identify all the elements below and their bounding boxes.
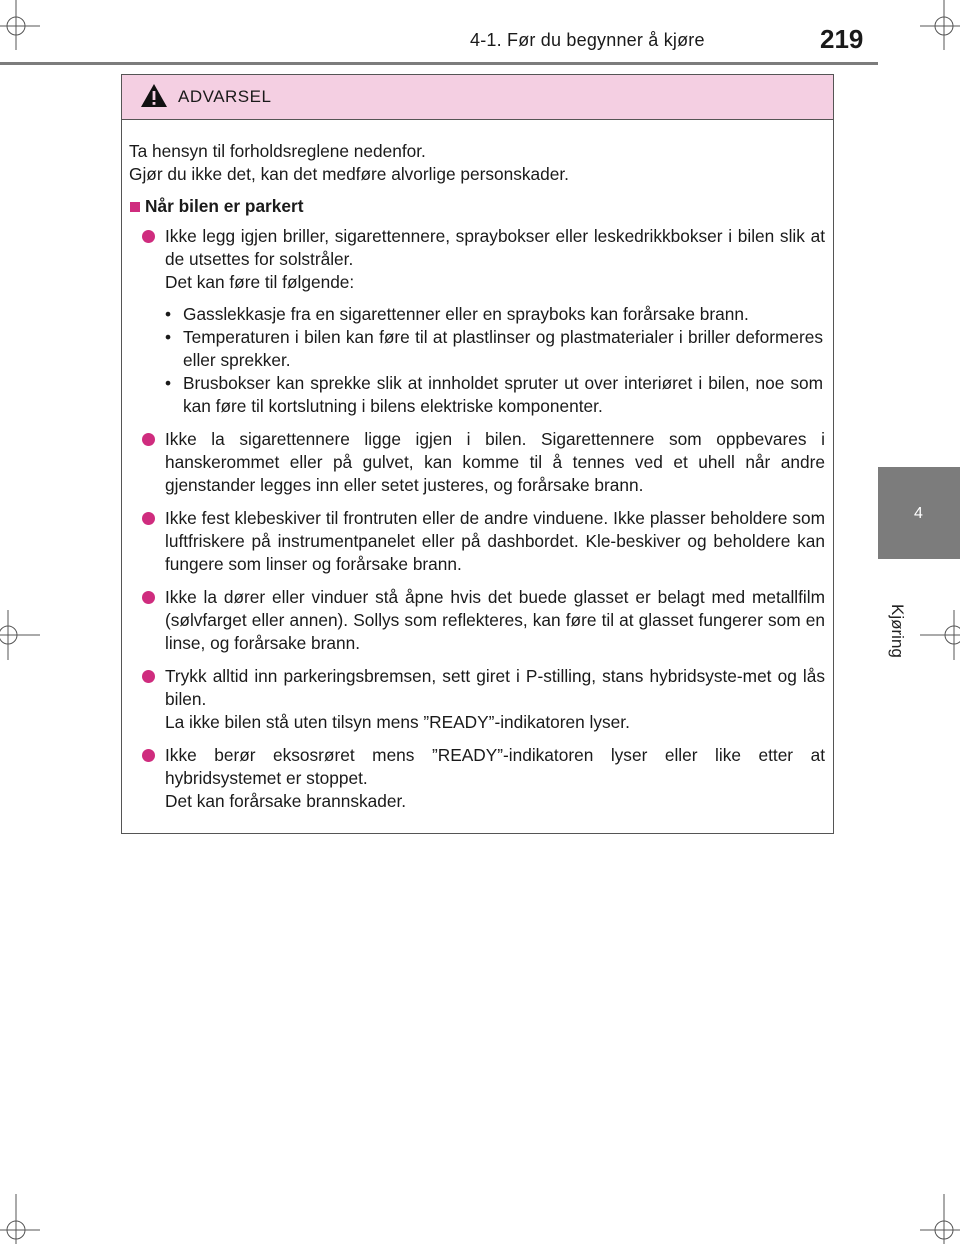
- list-item: [129, 507, 825, 576]
- round-bullet-icon: [142, 591, 155, 604]
- item-note: Det kan forårsake brannskader.: [165, 791, 407, 811]
- list-item: [129, 225, 825, 418]
- running-header: 4-1. Før du begynner å kjøre: [470, 30, 705, 50]
- item-text: Ikke legg igjen briller, sigarettennere, spraybokser eller leskedrikkbokser i bilen slik at de utsettes for solstråler.: [165, 226, 825, 269]
- sub-list-item: • Temperaturen i bilen kan føre til at plastlinser og plastmaterialer i briller deformeres eller sprekker.: [165, 326, 823, 372]
- list-item: [129, 665, 825, 734]
- chapter-tab[interactable]: [878, 467, 960, 559]
- crop-mark-mid-left: [0, 610, 40, 660]
- chapter-number: 4: [914, 505, 923, 522]
- round-bullet-icon: [142, 670, 155, 683]
- warning-triangle-icon: [140, 83, 168, 108]
- item-text: Ikke la sigarettennere ligge igjen i bilen. Sigarettennere som oppbevares i hanskerommet eller på gulvet, kan komme til å tennes ved et uhell når andre gjenstander legges inn eller setet justeres, og forårsake brann.: [165, 429, 825, 495]
- crop-mark-top-right: [920, 0, 960, 50]
- item-text: Ikke la dører eller vinduer stå åpne hvis det buede glasset er belagt med metallfilm (sølvfarget eller annen). Sollys som reflekteres, kan føre til at glasset fungerer som en linse, og forårsake brann.: [165, 587, 825, 653]
- item-text: Ikke berør eksosrøret mens ”READY”-indikatoren lyser eller like etter at hybridsystemet er stoppet.: [165, 745, 825, 788]
- sub-list: [165, 303, 825, 418]
- round-bullet-icon: [142, 433, 155, 446]
- list-item: [129, 586, 825, 655]
- crop-mark-bottom-left: [0, 1194, 40, 1244]
- crop-mark-mid-right: [920, 610, 960, 660]
- page-number: 219: [820, 24, 864, 54]
- intro-line: Gjør du ikke det, kan det medføre alvorlige personskader.: [129, 164, 569, 184]
- item-note: La ikke bilen stå uten tilsyn mens ”READY”-indikatoren lyser.: [165, 712, 630, 732]
- crop-mark-top-left: [0, 0, 40, 50]
- sub-list-item: • Brusbokser kan sprekke slik at innholdet spruter ut over interiøret i bilen, noe som kan føre til kortslutning i bilens elektriske komponenter.: [165, 372, 823, 418]
- section-heading: [129, 195, 825, 218]
- round-bullet-icon: [142, 230, 155, 243]
- item-text: Trykk alltid inn parkeringsbremsen, sett giret i P-stilling, stans hybridsyste-met og lås bilen.: [165, 666, 825, 709]
- warning-header: [122, 75, 833, 120]
- round-bullet-icon: [142, 749, 155, 762]
- square-bullet-icon: [130, 202, 140, 212]
- list-item: [129, 744, 825, 813]
- intro-line: Ta hensyn til forholdsreglene nedenfor.: [129, 141, 426, 161]
- item-text: Ikke fest klebeskiver til frontruten eller de andre vinduene. Ikke plasser beholdere som luftfriskere på instrumentpanelet eller på dashbordet. Kle-beskiver og beholdere kan fungere som linser og forårsake brann.: [165, 508, 825, 574]
- crop-mark-bottom-right: [920, 1194, 960, 1244]
- section-title: Når bilen er parkert: [145, 196, 304, 216]
- warning-box: [121, 74, 834, 834]
- item-note: Det kan føre til følgende:: [165, 272, 355, 292]
- warning-title: ADVARSEL: [178, 87, 272, 106]
- warning-intro: [129, 140, 825, 186]
- list-item: [129, 428, 825, 497]
- sub-list-item: • Gasslekkasje fra en sigarettenner eller en sprayboks kan forårsake brann.: [165, 303, 823, 326]
- warning-body: [122, 120, 833, 813]
- round-bullet-icon: [142, 512, 155, 525]
- chapter-label: Kjøring: [888, 604, 907, 658]
- header-rule: [0, 62, 878, 65]
